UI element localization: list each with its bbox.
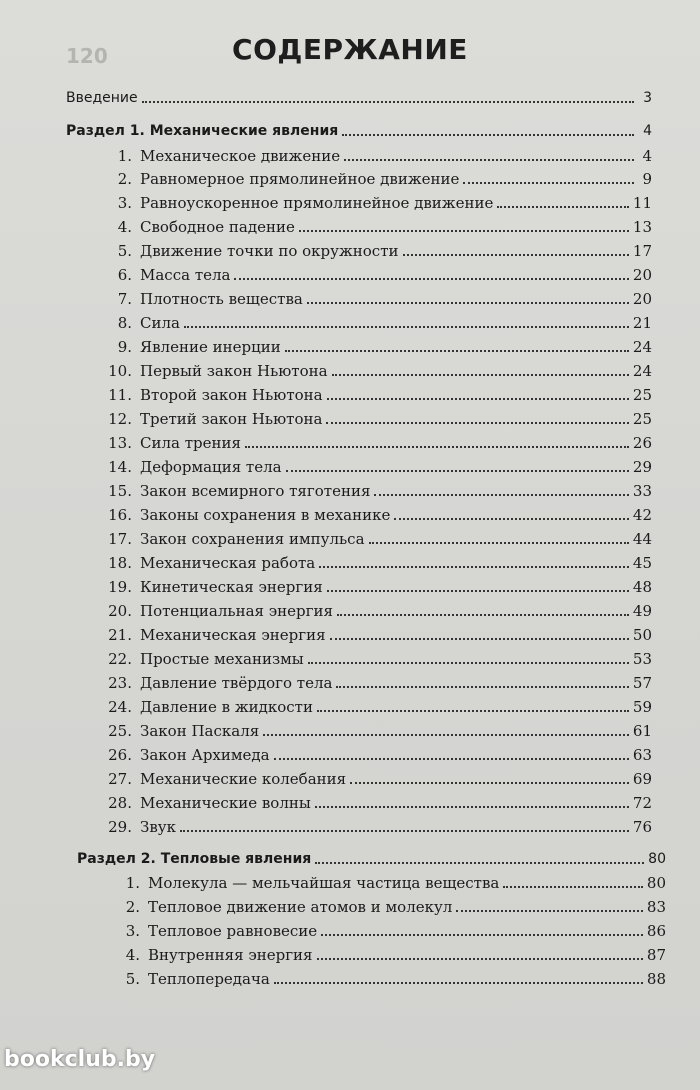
toc-entry-number: 2. — [117, 170, 132, 189]
dot-leader — [394, 518, 629, 520]
toc-page-number: 80 — [648, 850, 666, 867]
toc-page-number: 4 — [642, 146, 652, 165]
dot-leader — [337, 614, 629, 616]
toc-entry-label: Масса тела — [140, 266, 231, 285]
toc-entry-label: Сила — [140, 314, 180, 333]
toc-entry — [112, 873, 666, 893]
toc-entry-label: Явление инерции — [140, 338, 281, 357]
toc-entry-number: 3. — [117, 194, 132, 213]
toc-entry — [104, 745, 652, 765]
toc-entry-label: Плотность вещества — [140, 290, 303, 309]
toc-entry-label: Движение точки по окружности — [140, 242, 399, 261]
toc-page-number: 83 — [646, 898, 666, 917]
toc-entry-number: 8. — [117, 314, 132, 333]
toc-page-number: 45 — [632, 553, 652, 572]
page-title: СОДЕРЖАНИЕ — [232, 33, 468, 66]
toc-page-number: 29 — [632, 458, 652, 477]
toc-entry-label: Кинетическая энергия — [140, 577, 323, 596]
toc-entry-number: 5. — [125, 970, 140, 989]
toc-page-number: 48 — [632, 577, 652, 596]
toc-entry-number: 2. — [125, 898, 140, 917]
dot-leader — [342, 134, 634, 136]
dot-leader — [274, 982, 643, 984]
dot-leader — [456, 910, 643, 912]
toc-entry-number: 14. — [108, 458, 132, 477]
toc-page-number: 80 — [646, 874, 666, 893]
toc-entry-label: Первый закон Ньютона — [140, 362, 328, 381]
toc-entry-label: Закон Паскаля — [140, 721, 260, 740]
toc-entry-label: Третий закон Ньютона — [140, 410, 323, 429]
dot-leader — [315, 862, 644, 864]
toc-entry-number: 13. — [108, 434, 132, 453]
toc-entry-number: 26. — [108, 745, 132, 764]
toc-page-number: 20 — [632, 266, 652, 285]
toc-page-number: 33 — [632, 482, 652, 501]
toc-entry-number: 23. — [108, 673, 132, 692]
toc-entry-number: 18. — [108, 553, 132, 572]
toc-entry-label: Потенциальная энергия — [140, 601, 333, 620]
toc-entry-number: 22. — [108, 649, 132, 668]
toc-entry — [104, 721, 652, 741]
toc-page-number: 44 — [632, 530, 652, 549]
toc-entry — [104, 481, 652, 501]
dot-leader — [307, 302, 629, 304]
toc-entry — [112, 921, 666, 941]
toc-entry — [104, 817, 652, 837]
dot-leader — [503, 886, 643, 888]
toc-entry-number: 11. — [108, 386, 132, 405]
toc-page-number: 50 — [632, 625, 652, 644]
toc-page-number: 11 — [632, 194, 652, 213]
dot-leader — [263, 734, 629, 736]
dot-leader — [403, 254, 629, 256]
toc-entry-label: Введение — [66, 90, 138, 106]
dot-leader — [374, 494, 628, 496]
toc-entry-label: Закон всемирного тяготения — [140, 482, 371, 501]
toc-entry-label: Свободное падение — [140, 218, 295, 237]
toc-entry — [112, 897, 666, 917]
dot-leader — [245, 446, 629, 448]
toc-page-number: 24 — [632, 338, 652, 357]
toc-entry-number: 3. — [125, 922, 140, 941]
toc-page-number: 25 — [632, 386, 652, 405]
toc-page-number: 76 — [632, 817, 652, 836]
toc-page-number: 88 — [646, 970, 666, 989]
toc-entry-label: Тепловое равновесие — [148, 922, 318, 941]
toc-entry-label: Деформация тела — [140, 458, 282, 477]
toc-entry-label: Теплопередача — [148, 970, 270, 989]
dot-leader — [319, 566, 629, 568]
toc-entry — [112, 969, 666, 989]
toc-entry-label: Механическая энергия — [140, 625, 326, 644]
dot-leader — [299, 230, 629, 232]
toc-page-number: 63 — [632, 745, 652, 764]
toc-entry — [104, 505, 652, 525]
toc-entry — [104, 265, 652, 285]
toc-page-number: 53 — [632, 649, 652, 668]
dot-leader — [350, 782, 629, 784]
toc-entry-number: 1. — [125, 874, 140, 893]
dot-leader — [308, 662, 629, 664]
toc-page-number: 72 — [632, 793, 652, 812]
dot-leader — [286, 470, 629, 472]
toc-page-number: 69 — [632, 769, 652, 788]
toc-entry — [104, 577, 652, 597]
dot-leader — [317, 958, 643, 960]
toc-intro — [66, 88, 652, 108]
dot-leader — [327, 590, 629, 592]
toc-entry-label: Равномерное прямолинейное движение — [140, 170, 460, 189]
dot-leader — [336, 686, 628, 688]
toc-entry-label: Звук — [140, 817, 176, 836]
dot-leader — [317, 710, 629, 712]
toc-entry — [104, 289, 652, 309]
toc-entry-label: Механическая работа — [140, 553, 316, 572]
toc-entry — [104, 529, 652, 549]
toc-entry-label: Механические колебания — [140, 769, 347, 788]
toc-section-heading — [66, 121, 652, 141]
toc-entry-number: 17. — [108, 530, 132, 549]
toc-entry — [104, 649, 652, 669]
toc-entry — [104, 769, 652, 789]
toc-entry — [104, 385, 652, 405]
toc-page-number: 13 — [632, 218, 652, 237]
toc-entry-number: 27. — [108, 769, 132, 788]
dot-leader — [321, 934, 643, 936]
toc-entry-label: Простые механизмы — [140, 649, 304, 668]
toc-entry — [104, 193, 652, 213]
toc-page-number: 57 — [632, 673, 652, 692]
toc-entry-number: 12. — [108, 410, 132, 429]
toc-entry — [104, 625, 652, 645]
toc-entry-number: 19. — [108, 577, 132, 596]
toc-entry-label: Законы сохранения в механике — [140, 506, 391, 525]
toc-page-number: 25 — [632, 410, 652, 429]
toc-entry-number: 21. — [108, 625, 132, 644]
page-number: 120 — [66, 44, 108, 68]
dot-leader — [184, 326, 629, 328]
toc-entry-number: 5. — [117, 242, 132, 261]
toc-entry — [104, 313, 652, 333]
toc-entry-label: Механические волны — [140, 793, 311, 812]
toc-entry-number: 24. — [108, 697, 132, 716]
toc-entry — [112, 945, 666, 965]
toc-page-number: 4 — [643, 123, 652, 139]
toc-entry — [104, 337, 652, 357]
toc-entry-label: Молекула — мельчайшая частица вещества — [148, 874, 500, 893]
toc-entry — [104, 433, 652, 453]
toc-entry-number: 29. — [108, 817, 132, 836]
toc-page-number: 59 — [632, 697, 652, 716]
toc-entry — [104, 169, 652, 189]
toc-page-number: 86 — [646, 922, 666, 941]
toc-page-number: 61 — [632, 721, 652, 740]
toc-entry-label: Внутренняя энергия — [148, 946, 313, 965]
dot-leader — [327, 398, 629, 400]
toc-entry-label: Закон Архимеда — [140, 745, 270, 764]
toc-entry-number: 16. — [108, 506, 132, 525]
dot-leader — [315, 806, 629, 808]
toc-entry — [104, 457, 652, 477]
toc-entry-number: 25. — [108, 721, 132, 740]
toc-page-number: 21 — [632, 314, 652, 333]
toc-entry-label: Закон сохранения импульса — [140, 530, 365, 549]
toc-entry — [104, 601, 652, 621]
toc-entry-label: Второй закон Ньютона — [140, 386, 323, 405]
toc-entry-number: 7. — [117, 290, 132, 309]
dot-leader — [332, 374, 629, 376]
toc-page-number: 17 — [632, 242, 652, 261]
toc-entry-number: 15. — [108, 482, 132, 501]
toc-page-number: 9 — [642, 170, 652, 189]
dot-leader — [344, 159, 634, 161]
dot-leader — [369, 542, 629, 544]
toc-page-number: 24 — [632, 362, 652, 381]
toc-entry — [104, 409, 652, 429]
toc-entry-label: Раздел 1. Механические явления — [66, 123, 339, 139]
toc-entry-label: Раздел 2. Тепловые явления — [77, 850, 312, 867]
dot-leader — [326, 422, 628, 424]
dot-leader — [180, 830, 629, 832]
toc-entry-number: 4. — [117, 218, 132, 237]
toc-entry — [104, 241, 652, 261]
dot-leader — [330, 638, 629, 640]
toc-page-number: 87 — [646, 946, 666, 965]
toc-entry-number: 1. — [117, 146, 132, 165]
toc-entry-number: 10. — [108, 362, 132, 381]
toc-entry-label: Тепловое движение атомов и молекул — [148, 898, 453, 917]
watermark-logo: bookclub.by — [4, 1047, 156, 1072]
toc-page-number: 42 — [632, 506, 652, 525]
toc-section-heading — [77, 849, 666, 869]
toc-entry — [104, 553, 652, 573]
toc-page-number: 26 — [632, 434, 652, 453]
toc-entry-number: 9. — [117, 338, 132, 357]
dot-leader — [274, 758, 629, 760]
toc-entry — [104, 697, 652, 717]
toc-entry — [104, 361, 652, 381]
dot-leader — [497, 206, 629, 208]
toc-entry-label: Давление в жидкости — [140, 697, 313, 716]
toc-entry — [104, 673, 652, 693]
toc-entry-number: 4. — [125, 946, 140, 965]
toc-entry-label: Сила трения — [140, 434, 241, 453]
dot-leader — [285, 350, 629, 352]
toc-page-number: 20 — [632, 290, 652, 309]
dot-leader — [142, 101, 634, 103]
toc-entry — [104, 217, 652, 237]
toc-entry-number: 28. — [108, 793, 132, 812]
toc-entry-label: Равноускоренное прямолинейное движение — [140, 194, 494, 213]
toc-entry — [104, 793, 652, 813]
toc-entry-number: 6. — [117, 266, 132, 285]
toc-entry — [104, 146, 652, 166]
toc-entry-label: Давление твёрдого тела — [140, 673, 333, 692]
toc-entry-number: 20. — [108, 601, 132, 620]
dot-leader — [463, 182, 634, 184]
toc-page-number: 3 — [643, 90, 652, 106]
toc-page-number: 49 — [632, 601, 652, 620]
dot-leader — [234, 278, 628, 280]
toc-entry-label: Механическое движение — [140, 146, 341, 165]
